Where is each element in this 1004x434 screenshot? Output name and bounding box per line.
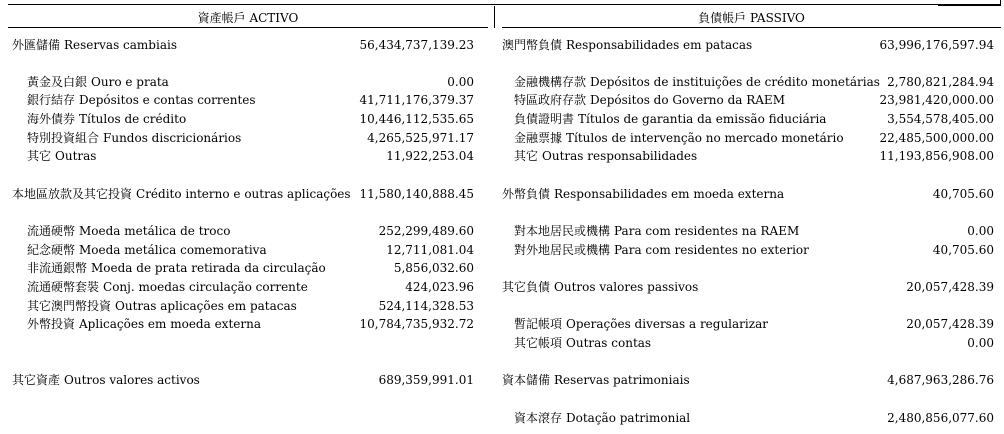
row-label-zh: 資本儲備 [502, 373, 551, 387]
row-label-zh: 紀念硬幣 [27, 243, 76, 257]
row-label-zh: 資本滾存 [514, 411, 563, 425]
row-label-pt: Para com residentes no exterior [614, 243, 809, 257]
row-amount: 56,434,737,139.23 [359, 38, 474, 52]
row-amount: 10,784,735,932.72 [359, 317, 474, 331]
row-amount: 3,554,578,405.00 [887, 112, 994, 126]
row-label-pt: Outros valores passivos [554, 280, 699, 294]
row-label-pt: Outras responsabilidades [542, 149, 698, 163]
row-label-pt: Títulos de intervenção no mercado monetário [566, 131, 844, 145]
row-amount: 63,996,176,597.94 [879, 38, 994, 52]
row-amount: 2,780,821,284.94 [887, 75, 994, 89]
row-amount: 0.00 [967, 224, 994, 238]
row-amount: 424,023.96 [405, 280, 474, 294]
row-amount: 40,705.60 [932, 243, 994, 257]
activo-row [12, 185, 474, 203]
row-amount: 20,057,428.39 [906, 317, 994, 331]
passivo-header-rule [502, 27, 1001, 28]
row-label-pt: Operações diversas a regularizar [566, 317, 768, 331]
row-label-pt: Reservas patrimoniais [554, 373, 690, 387]
row-label-pt: Ouro e prata [91, 75, 169, 89]
row-amount: 41,711,176,379.37 [359, 93, 474, 107]
row-label-pt: Dotação patrimonial [566, 411, 691, 425]
activo-row [27, 222, 474, 240]
passivo-row [514, 91, 994, 109]
row-label-zh: 外幣投資 [27, 317, 76, 331]
row-label-pt: Outras aplicações em patacas [115, 299, 297, 313]
passivo-row [514, 73, 994, 91]
activo-row [27, 278, 474, 296]
row-amount: 40,705.60 [932, 187, 994, 201]
row-label-pt: Aplicações em moeda externa [79, 317, 261, 331]
row-amount: 4,265,525,971.17 [367, 131, 474, 145]
row-label-zh: 流通硬幣套裝 [27, 280, 100, 294]
row-amount: 23,981,420,000.00 [879, 93, 994, 107]
row-amount: 11,580,140,888.45 [359, 187, 474, 201]
activo-row [27, 147, 474, 165]
row-amount: 20,057,428.39 [906, 280, 994, 294]
header-separator [494, 6, 495, 28]
row-amount: 11,193,856,908.00 [879, 149, 994, 163]
row-amount: 689,359,991.01 [378, 373, 474, 387]
activo-row [12, 36, 474, 54]
activo-row [27, 241, 474, 259]
row-label-pt: Responsabilidades em patacas [566, 38, 753, 52]
activo-header-rule [8, 27, 488, 28]
row-label-zh: 其它負債 [502, 280, 551, 294]
row-amount: 0.00 [967, 336, 994, 350]
row-amount: 5,856,032.60 [393, 261, 474, 275]
row-label-zh: 金融機構存款 [514, 75, 587, 89]
row-label-zh: 金融票據 [514, 131, 563, 145]
row-label-pt: Moeda metálica comemorativa [79, 243, 267, 257]
row-amount: 10,446,112,535.65 [359, 112, 474, 126]
row-amount: 524,114,328.53 [378, 299, 474, 313]
row-label-pt: Conj. moedas circulação corrente [103, 280, 308, 294]
row-label-zh: 對外地居民或機構 [514, 243, 611, 257]
row-label-zh: 黃金及白銀 [27, 75, 88, 89]
row-label-zh: 其它 [514, 149, 539, 163]
activo-row [27, 129, 474, 147]
row-label-pt: Depósitos de instituições de crédito monetárias [590, 75, 880, 89]
row-amount: 0.00 [447, 75, 474, 89]
passivo-row [514, 147, 994, 165]
activo-row [12, 371, 474, 389]
row-amount: 11,922,253.04 [386, 149, 474, 163]
row-label-pt: Depósitos do Governo da RAEM [590, 93, 785, 107]
row-label-pt: Outras [55, 149, 97, 163]
row-label-zh: 外匯儲備 [12, 38, 61, 52]
row-label-pt: Outros valores activos [64, 373, 200, 387]
row-label-zh: 特別投資組合 [27, 131, 100, 145]
row-label-zh: 非流通銀幣 [27, 261, 88, 275]
row-label-zh: 其它 [27, 149, 52, 163]
row-label-pt: Depósitos e contas correntes [79, 93, 256, 107]
activo-row [27, 315, 474, 333]
passivo-header: 負債帳戶 PASSIVO [698, 11, 805, 25]
activo-row [27, 259, 474, 277]
activo-row [27, 91, 474, 109]
activo-row [27, 110, 474, 128]
row-label-zh: 本地區放款及其它投資 [12, 187, 133, 201]
activo-row [27, 73, 474, 91]
row-label-pt: Moeda de prata retirada da circulação [91, 261, 326, 275]
passivo-row [514, 409, 994, 427]
row-label-zh: 暫記帳項 [514, 317, 563, 331]
row-label-pt: Responsabilidades em moeda externa [554, 187, 785, 201]
row-label-pt: Crédito interno e outras aplicações [136, 187, 351, 201]
row-label-zh: 其它帳項 [514, 336, 563, 350]
row-amount: 252,299,489.60 [378, 224, 474, 238]
row-label-zh: 特區政府存款 [514, 93, 587, 107]
row-label-pt: Outras contas [566, 336, 652, 350]
passivo-row [502, 371, 994, 389]
row-label-zh: 銀行結存 [27, 93, 76, 107]
row-label-pt: Fundos discricionários [103, 131, 242, 145]
row-label-zh: 其它澳門幣投資 [27, 299, 112, 313]
row-label-zh: 對本地居民或機構 [514, 224, 611, 238]
passivo-row [514, 129, 994, 147]
passivo-row [502, 185, 994, 203]
row-amount: 2,480,856,077.60 [887, 411, 994, 425]
row-label-pt: Moeda metálica de troco [79, 224, 231, 238]
row-amount: 22,485,500,000.00 [879, 131, 994, 145]
top-corner-box [938, 0, 1001, 6]
passivo-row [514, 334, 994, 352]
passivo-row [514, 222, 994, 240]
passivo-row [514, 241, 994, 259]
passivo-row [502, 36, 994, 54]
row-label-pt: Para com residentes na RAEM [614, 224, 800, 238]
top-rule [8, 4, 1001, 5]
activo-row [27, 297, 474, 315]
row-label-pt: Títulos de garantia da emissão fiduciária [578, 112, 827, 126]
row-amount: 4,687,963,286.76 [887, 373, 994, 387]
passivo-row [514, 110, 994, 128]
row-label-zh: 海外債券 [27, 112, 76, 126]
row-label-pt: Títulos de crédito [79, 112, 187, 126]
passivo-row [514, 315, 994, 333]
activo-header: 資產帳戶 ACTIVO [197, 11, 299, 25]
row-label-zh: 澳門幣負債 [502, 38, 563, 52]
row-label-zh: 負債證明書 [514, 112, 575, 126]
row-label-zh: 流通硬幣 [27, 224, 76, 238]
row-label-zh: 其它資產 [12, 373, 61, 387]
passivo-row [502, 278, 994, 296]
row-amount: 12,711,081.04 [386, 243, 474, 257]
row-label-zh: 外幣負債 [502, 187, 551, 201]
row-label-pt: Reservas cambiais [64, 38, 177, 52]
